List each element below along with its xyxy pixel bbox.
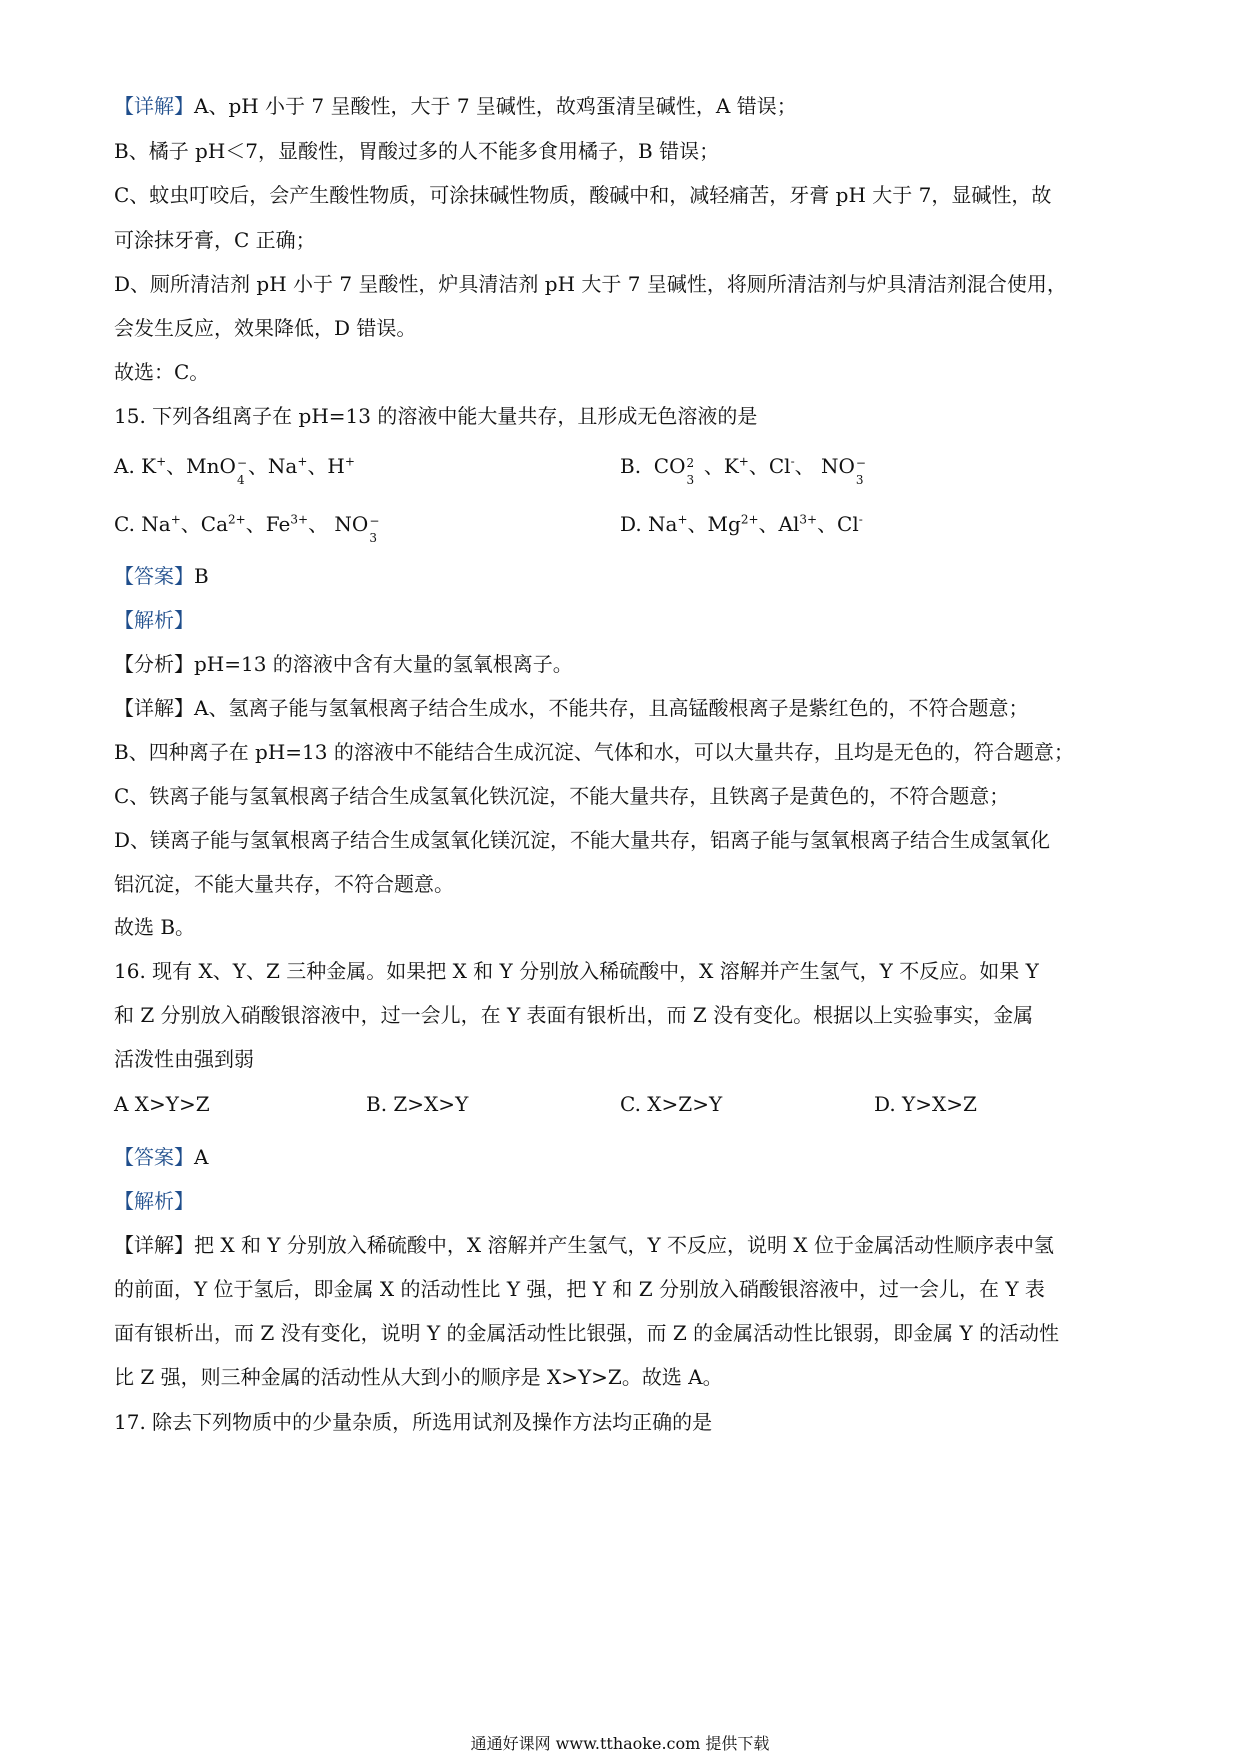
- q15-option-b: B. CO 2 3 、K+、Cl-、 NO − 3: [620, 454, 866, 487]
- q14-detail-line-5: D、厕所清洁剂 pH 小于 7 呈酸性，炉具清洁剂 pH 大于 7 呈碱性，将厕所清洁剂与炉具清洁剂混合使用，: [114, 272, 1067, 296]
- q16-stem-line-3: 活泼性由强到弱: [114, 1047, 254, 1071]
- q15-option-d: D. Na+、$Mg^{2+}$、$Al^{3+}$、Cl-: [620, 512, 863, 536]
- q16-option-b: B. Z>X>Y: [366, 1092, 469, 1116]
- q15-stem: 15. 下列各组离子在 pH=13 的溶液中能大量共存，且形成无色溶液的是: [114, 404, 758, 428]
- q15-answer: 【答案】B: [114, 564, 209, 588]
- q16-detail-line-2: 的前面，Y 位于氢后，即金属 X 的活动性比 Y 强，把 Y 和 Z 分别放入硝酸银溶液中，过一会儿，在 Y 表: [114, 1277, 1045, 1301]
- q16-option-c: C. X>Z>Y: [620, 1092, 723, 1116]
- q15-option-a: A. K+、MnO − 4 、Na+、H+: [114, 454, 355, 487]
- q16-detail-line-3: 面有银析出，而 Z 没有变化，说明 Y 的金属活动性比银强，而 Z 的金属活动性比银弱，即金属 Y 的活动性: [114, 1321, 1060, 1345]
- q15-detail-line-2: B、四种离子在 pH=13 的溶液中不能结合生成沉淀、气体和水，可以大量共存，且均是无色的，符合题意；: [114, 740, 1074, 764]
- q14-detail-line-1: 【详解】A、pH 小于 7 呈酸性，大于 7 呈碱性，故鸡蛋清呈碱性，A 错误；: [114, 94, 797, 118]
- q16-answer: 【答案】A: [114, 1145, 209, 1169]
- detail-tag: 【详解】: [114, 94, 194, 118]
- q15-fenxi: 【分析】pH=13 的溶液中含有大量的氢氧根离子。: [114, 652, 573, 676]
- page-footer: 通通好课网 www.tthaoke.com 提供下载: [470, 1734, 770, 1753]
- q15-detail-line-4: D、镁离子能与氢氧根离子结合生成氢氧化镁沉淀，不能大量共存，铝离子能与氢氧根离子结合生成氢氧化: [114, 828, 1051, 852]
- q17-stem: 17. 除去下列物质中的少量杂质，所选用试剂及操作方法均正确的是: [114, 1410, 713, 1434]
- q15-detail-line-3: C、铁离子能与氢氧根离子结合生成氢氧化铁沉淀，不能大量共存，且铁离子是黄色的，不符合题意；: [114, 784, 1010, 808]
- q15-detail-line-1: 【详解】A、氢离子能与氢氧根离子结合生成水，不能共存，且高锰酸根离子是紫红色的，不符合题意；: [114, 696, 1029, 720]
- q14-detail-line-4: 可涂抹牙膏，C 正确；: [114, 228, 316, 252]
- q16-analysis-tag: 【解析】: [114, 1189, 194, 1213]
- q16-option-d: D. Y>X>Z: [874, 1092, 977, 1116]
- q15-option-c: C. Na+、$Ca^{2+}$、$Fe^{3+}$、 NO − 3: [114, 512, 380, 545]
- q16-stem-line-1: 16. 现有 X、Y、Z 三种金属。如果把 X 和 Y 分别放入稀硫酸中，X 溶解并产生氢气，Y 不反应。如果 Y: [114, 959, 1039, 983]
- q15-analysis-tag: 【解析】: [114, 608, 194, 632]
- q15-detail-line-5: 铝沉淀，不能大量共存，不符合题意。: [114, 872, 454, 896]
- q16-stem-line-2: 和 Z 分别放入硝酸银溶液中，过一会儿，在 Y 表面有银析出，而 Z 没有变化。根据以上实验事实，金属: [114, 1003, 1034, 1027]
- q15-choose: 故选 B。: [114, 915, 196, 939]
- q14-detail-line-2: B、橘子 pH＜7，显酸性，胃酸过多的人不能多食用橘子，B 错误；: [114, 139, 720, 163]
- q16-detail-line-1: 【详解】把 X 和 Y 分别放入稀硫酸中，X 溶解并产生氢气，Y 不反应，说明 X 位于金属活动性顺序表中氢: [114, 1233, 1054, 1257]
- q14-detail-line-6: 会发生反应，效果降低，D 错误。: [114, 316, 417, 340]
- q16-option-a: A X>Y>Z: [114, 1092, 210, 1116]
- q16-detail-line-4: 比 Z 强，则三种金属的活动性从大到小的顺序是 X>Y>Z。故选 A。: [114, 1365, 723, 1389]
- q14-detail-line-3: C、蚊虫叮咬后，会产生酸性物质，可涂抹碱性物质，酸碱中和，减轻痛苦，牙膏 pH 大于 7，显碱性，故: [114, 183, 1052, 207]
- q14-choose: 故选：C。: [114, 360, 210, 384]
